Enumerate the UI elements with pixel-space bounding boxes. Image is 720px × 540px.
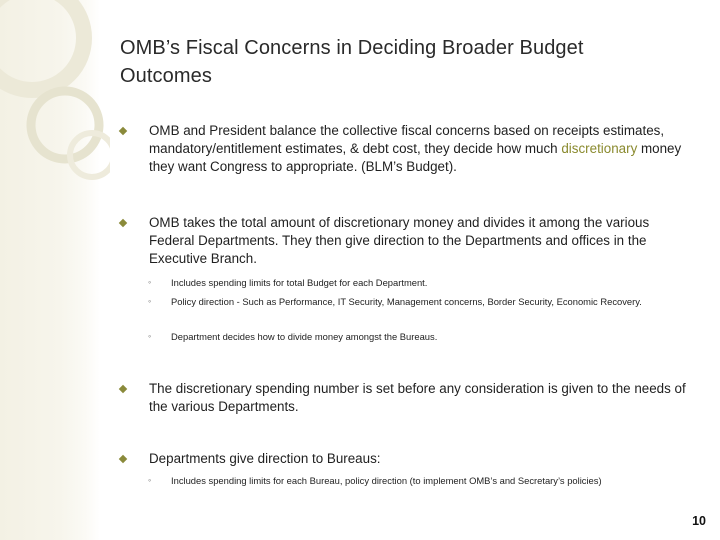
bullet-2-text: OMB takes the total amount of discretionary money and divides it among the various Federal Departments. They then give direction to the Departments and offices in the Executive Branch. bbox=[149, 215, 650, 266]
bullet-4-text: Departments give direction to Bureaus: bbox=[149, 451, 381, 466]
bullet-2-sub-1 bbox=[148, 276, 688, 289]
diamond-bullet-icon bbox=[119, 219, 127, 227]
bullet-4-sub-1 bbox=[148, 474, 688, 487]
decor-ring-large bbox=[0, 0, 84, 90]
diamond-bullet-icon bbox=[119, 455, 127, 463]
bullet-4-sub-1-text: Includes spending limits for each Bureau, policy direction (to implement OMB’s and Secretary’s policies) bbox=[171, 475, 602, 486]
slide-title: OMB’s Fiscal Concerns in Deciding Broader Budget Outcomes bbox=[120, 37, 584, 87]
bullet-2 bbox=[120, 214, 690, 268]
circle-bullet-icon: ◦ bbox=[148, 296, 152, 306]
decor-ring-medium bbox=[31, 91, 99, 159]
page-number: 10 bbox=[692, 514, 706, 528]
bullet-1-text bbox=[149, 122, 690, 176]
highlighted-term: discretionary bbox=[561, 141, 638, 156]
bullet-1-text-before: OMB and President balance the collective fiscal concerns based on receipts estimates, mandatory/entitlement estimates, & debt cost, they decide how much bbox=[149, 123, 665, 156]
bullet-1-text-after: money they want Congress to appropriate. (BLM’s Budget). bbox=[149, 141, 682, 174]
bullet-3 bbox=[120, 380, 690, 416]
circle-bullet-icon: ◦ bbox=[148, 331, 152, 341]
bullet-1 bbox=[120, 122, 690, 176]
diamond-bullet-icon bbox=[119, 385, 127, 393]
bullet-2-sub-3 bbox=[148, 330, 688, 343]
bullet-3-text: The discretionary spending number is set before any consideration is given to the needs of the various Departments. bbox=[149, 381, 686, 414]
bullet-2-sub-3-text: Department decides how to divide money amongst the Bureaus. bbox=[171, 331, 438, 342]
diamond-bullet-icon bbox=[119, 127, 127, 135]
decorative-rings bbox=[0, 0, 110, 260]
circle-bullet-icon: ◦ bbox=[148, 475, 152, 485]
bullet-4 bbox=[120, 450, 690, 468]
bullet-2-sub-2 bbox=[148, 295, 688, 308]
bullet-2-sub-1-text: Includes spending limits for total Budget for each Department. bbox=[171, 277, 428, 288]
bullet-2-sub-2-text: Policy direction - Such as Performance, IT Security, Management concerns, Border Security, Economic Recovery. bbox=[171, 296, 642, 307]
circle-bullet-icon: ◦ bbox=[148, 277, 152, 287]
